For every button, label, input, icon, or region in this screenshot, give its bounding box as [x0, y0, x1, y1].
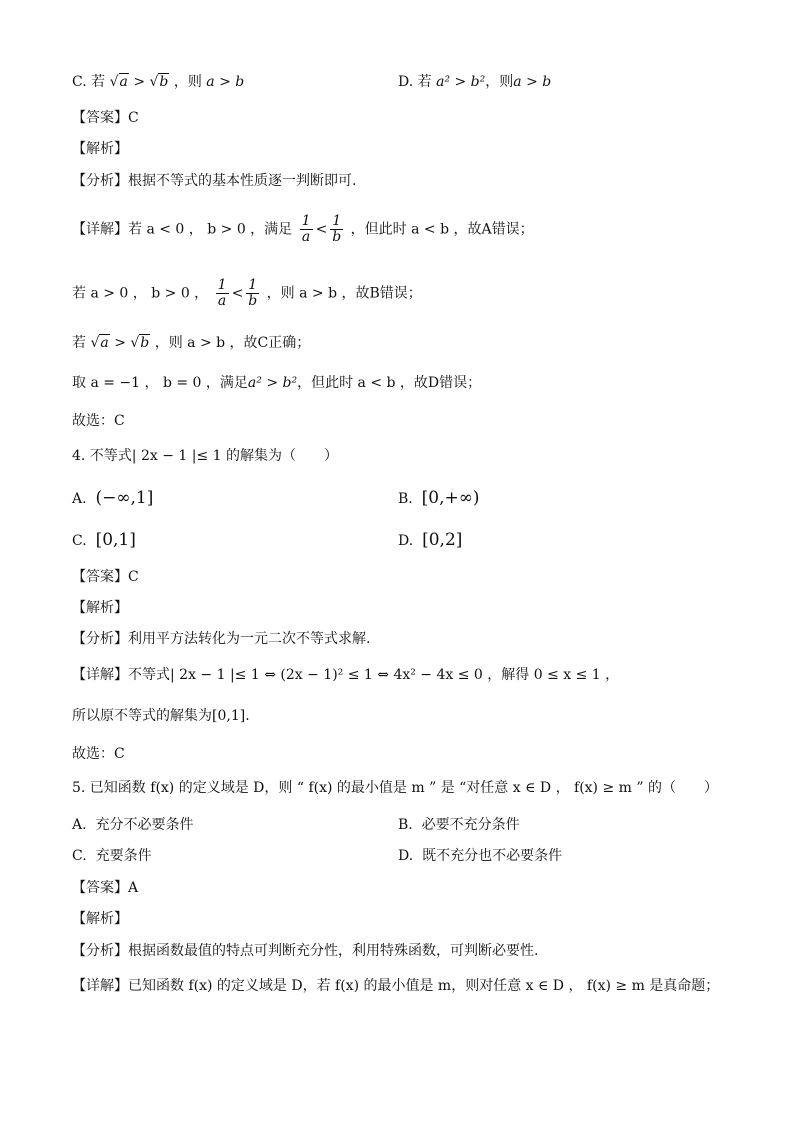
fraction-1-over-a: $\frac{1}{a}$ [301, 213, 311, 245]
fenxi-4: 【分析】利用平方法转化为一元二次不等式求解. [72, 631, 371, 647]
option-4a: A. (−∞,1] [72, 488, 154, 508]
sqrt-b: √b [149, 74, 169, 90]
xiangjie-4: 【详解】不等式| 2x − 1 |≤ 1 ⇔ (2x − 1)² ≤ 1 ⇔ 4x² − 4x ≤ 0 ，解得 0 ≤ x ≤ 1 ， [72, 667, 620, 683]
option-4b: B. [0,+∞) [398, 488, 480, 508]
sqrt-b: √b [130, 335, 150, 351]
question-5-stem: 5. 已知函数 f(x) 的定义域是 D，则 “ f(x) 的最小值是 m ” 是 “对任意 x ∈ D ， f(x) ≥ m ” 的（ ） [72, 780, 718, 796]
fenxi-5: 【分析】根据函数最值的特点可判断充分性，利用特殊函数，可判断必要性. [72, 943, 539, 959]
option-3c: C. 若 √a > √b ，则 a > b [72, 71, 244, 93]
jiexi-4: 【解析】 [72, 600, 128, 616]
jiexi-5: 【解析】 [72, 911, 128, 927]
xiangjie-3-line4: 取 a = −1 ， b = 0 ，满足a² > b²，但此时 a < b ，故D错误； [72, 375, 482, 391]
option-5a: A. 充分不必要条件 [72, 817, 194, 833]
option-4d: D. [0,2] [398, 530, 463, 550]
xiangjie-5: 【详解】已知函数 f(x) 的定义域是 D，若 f(x) 的最小值是 m，则对任意 x ∈ D ， f(x) ≥ m 是真命题； [72, 978, 720, 994]
answer-4: 【答案】C [72, 569, 139, 585]
sqrt-a: √a [109, 74, 128, 90]
option-3d: D. 若 a² > b²，则a > b [398, 74, 552, 90]
jiexi-3: 【解析】 [72, 141, 128, 157]
option-5b: B. 必要不充分条件 [398, 817, 520, 833]
fraction-1-over-a: $\frac{1}{a}$ [217, 277, 227, 309]
guxuan-3: 故选：C [72, 413, 125, 429]
conclusion-4: 所以原不等式的解集为[0,1]. [72, 708, 250, 724]
fraction-1-over-b: $\frac{1}{b}$ [332, 213, 342, 245]
fenxi-3: 【分析】根据不等式的基本性质逐一判断即可. [72, 173, 357, 189]
option-4c: C. [0,1] [72, 530, 136, 550]
guxuan-4: 故选：C [72, 746, 125, 762]
xiangjie-3-line1: 【详解】若 a < 0 ， b > 0 ，满足 $\frac{1}{a}$ < $\frac{1}{b}$ ，但此时 a < b ，故A错误； [72, 213, 534, 245]
answer-5: 【答案】A [72, 880, 139, 896]
xiangjie-3-line2: 若 a > 0 ， b > 0 ， $\frac{1}{a}$ < $\frac{1}{b}$ ，则 a > b ，故B错误； [72, 277, 422, 309]
sqrt-a: √a [90, 335, 109, 351]
answer-3: 【答案】C [72, 110, 139, 126]
fraction-1-over-b: $\frac{1}{b}$ [248, 277, 258, 309]
question-4-stem: 4. 不等式| 2x − 1 |≤ 1 的解集为（ ） [72, 448, 339, 464]
xiangjie-3-line3: 若 √a > √b ，则 a > b ，故C正确； [72, 332, 310, 354]
option-5c: C. 充要条件 [72, 848, 152, 864]
option-5d: D. 既不充分也不必要条件 [398, 848, 563, 864]
